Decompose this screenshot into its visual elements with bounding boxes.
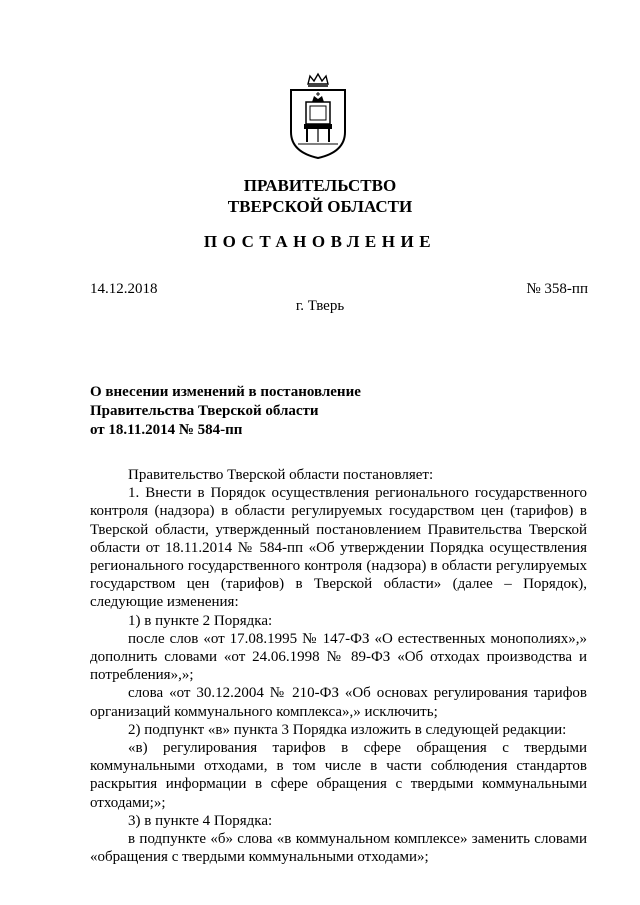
document-date: 14.12.2018 bbox=[90, 281, 158, 297]
document-title bbox=[90, 383, 361, 440]
body-paragraph: 3) в пункте 4 Порядка: bbox=[128, 812, 273, 829]
title-line: Правительства Тверской области bbox=[90, 403, 319, 419]
government-name-line2: ТВЕРСКОЙ ОБЛАСТИ bbox=[227, 197, 413, 216]
coat-of-arms-icon bbox=[288, 72, 348, 160]
government-name-line1: ПРАВИТЕЛЬСТВО bbox=[243, 176, 397, 195]
body-paragraph: 1. Внести в Порядок осуществления регионального государственного контроля (надзора) в области регулируемых государством цен (тарифов) в Тверской области, утвержденный постановлением Правительства Тверской области от 18.11.2014 № 584-пп «Об утверждении Порядка осуществления регионального государственного контроля (надзора) в области регулируемых государством цен (тарифов) в Тверской области» (далее – Порядок), следующие изменения: bbox=[90, 485, 587, 611]
body-paragraph: «в) регулирования тарифов в сфере обращения с твердыми коммунальными отходами, в том числе в части соблюдения стандартов раскрытия информации в сфере обращения с твердыми коммунальными отходами;»; bbox=[90, 740, 587, 811]
body-paragraph: 2) подпункт «в» пункта 3 Порядка изложить в следующей редакции: bbox=[128, 721, 567, 738]
document-city: г. Тверь bbox=[295, 298, 345, 314]
title-line: от 18.11.2014 № 584-пп bbox=[90, 422, 243, 438]
body-paragraph: слова «от 30.12.2004 № 210-ФЗ «Об основах регулирования тарифов организаций коммунального комплекса»,» исключить; bbox=[90, 685, 587, 720]
document-body bbox=[90, 466, 587, 866]
document-number: № 358-пп bbox=[526, 281, 588, 297]
body-paragraph: Правительство Тверской области постановляет: bbox=[128, 467, 434, 483]
body-paragraph: 1) в пункте 2 Порядка: bbox=[128, 612, 273, 629]
body-paragraph: после слов «от 17.08.1995 № 147-ФЗ «О естественных монополиях»,» дополнить словами «от 24.06.1998 № 89-ФЗ «Об отходах производства и потребления»,»; bbox=[90, 630, 587, 684]
body-paragraph: в подпункте «б» слова «в коммунальном комплексе» заменить словами «обращения с твердыми коммунальными отходами»; bbox=[90, 831, 587, 866]
title-line: О внесении изменений в постановление bbox=[90, 384, 361, 400]
document-type: ПОСТАНОВЛЕНИЕ bbox=[203, 232, 437, 251]
